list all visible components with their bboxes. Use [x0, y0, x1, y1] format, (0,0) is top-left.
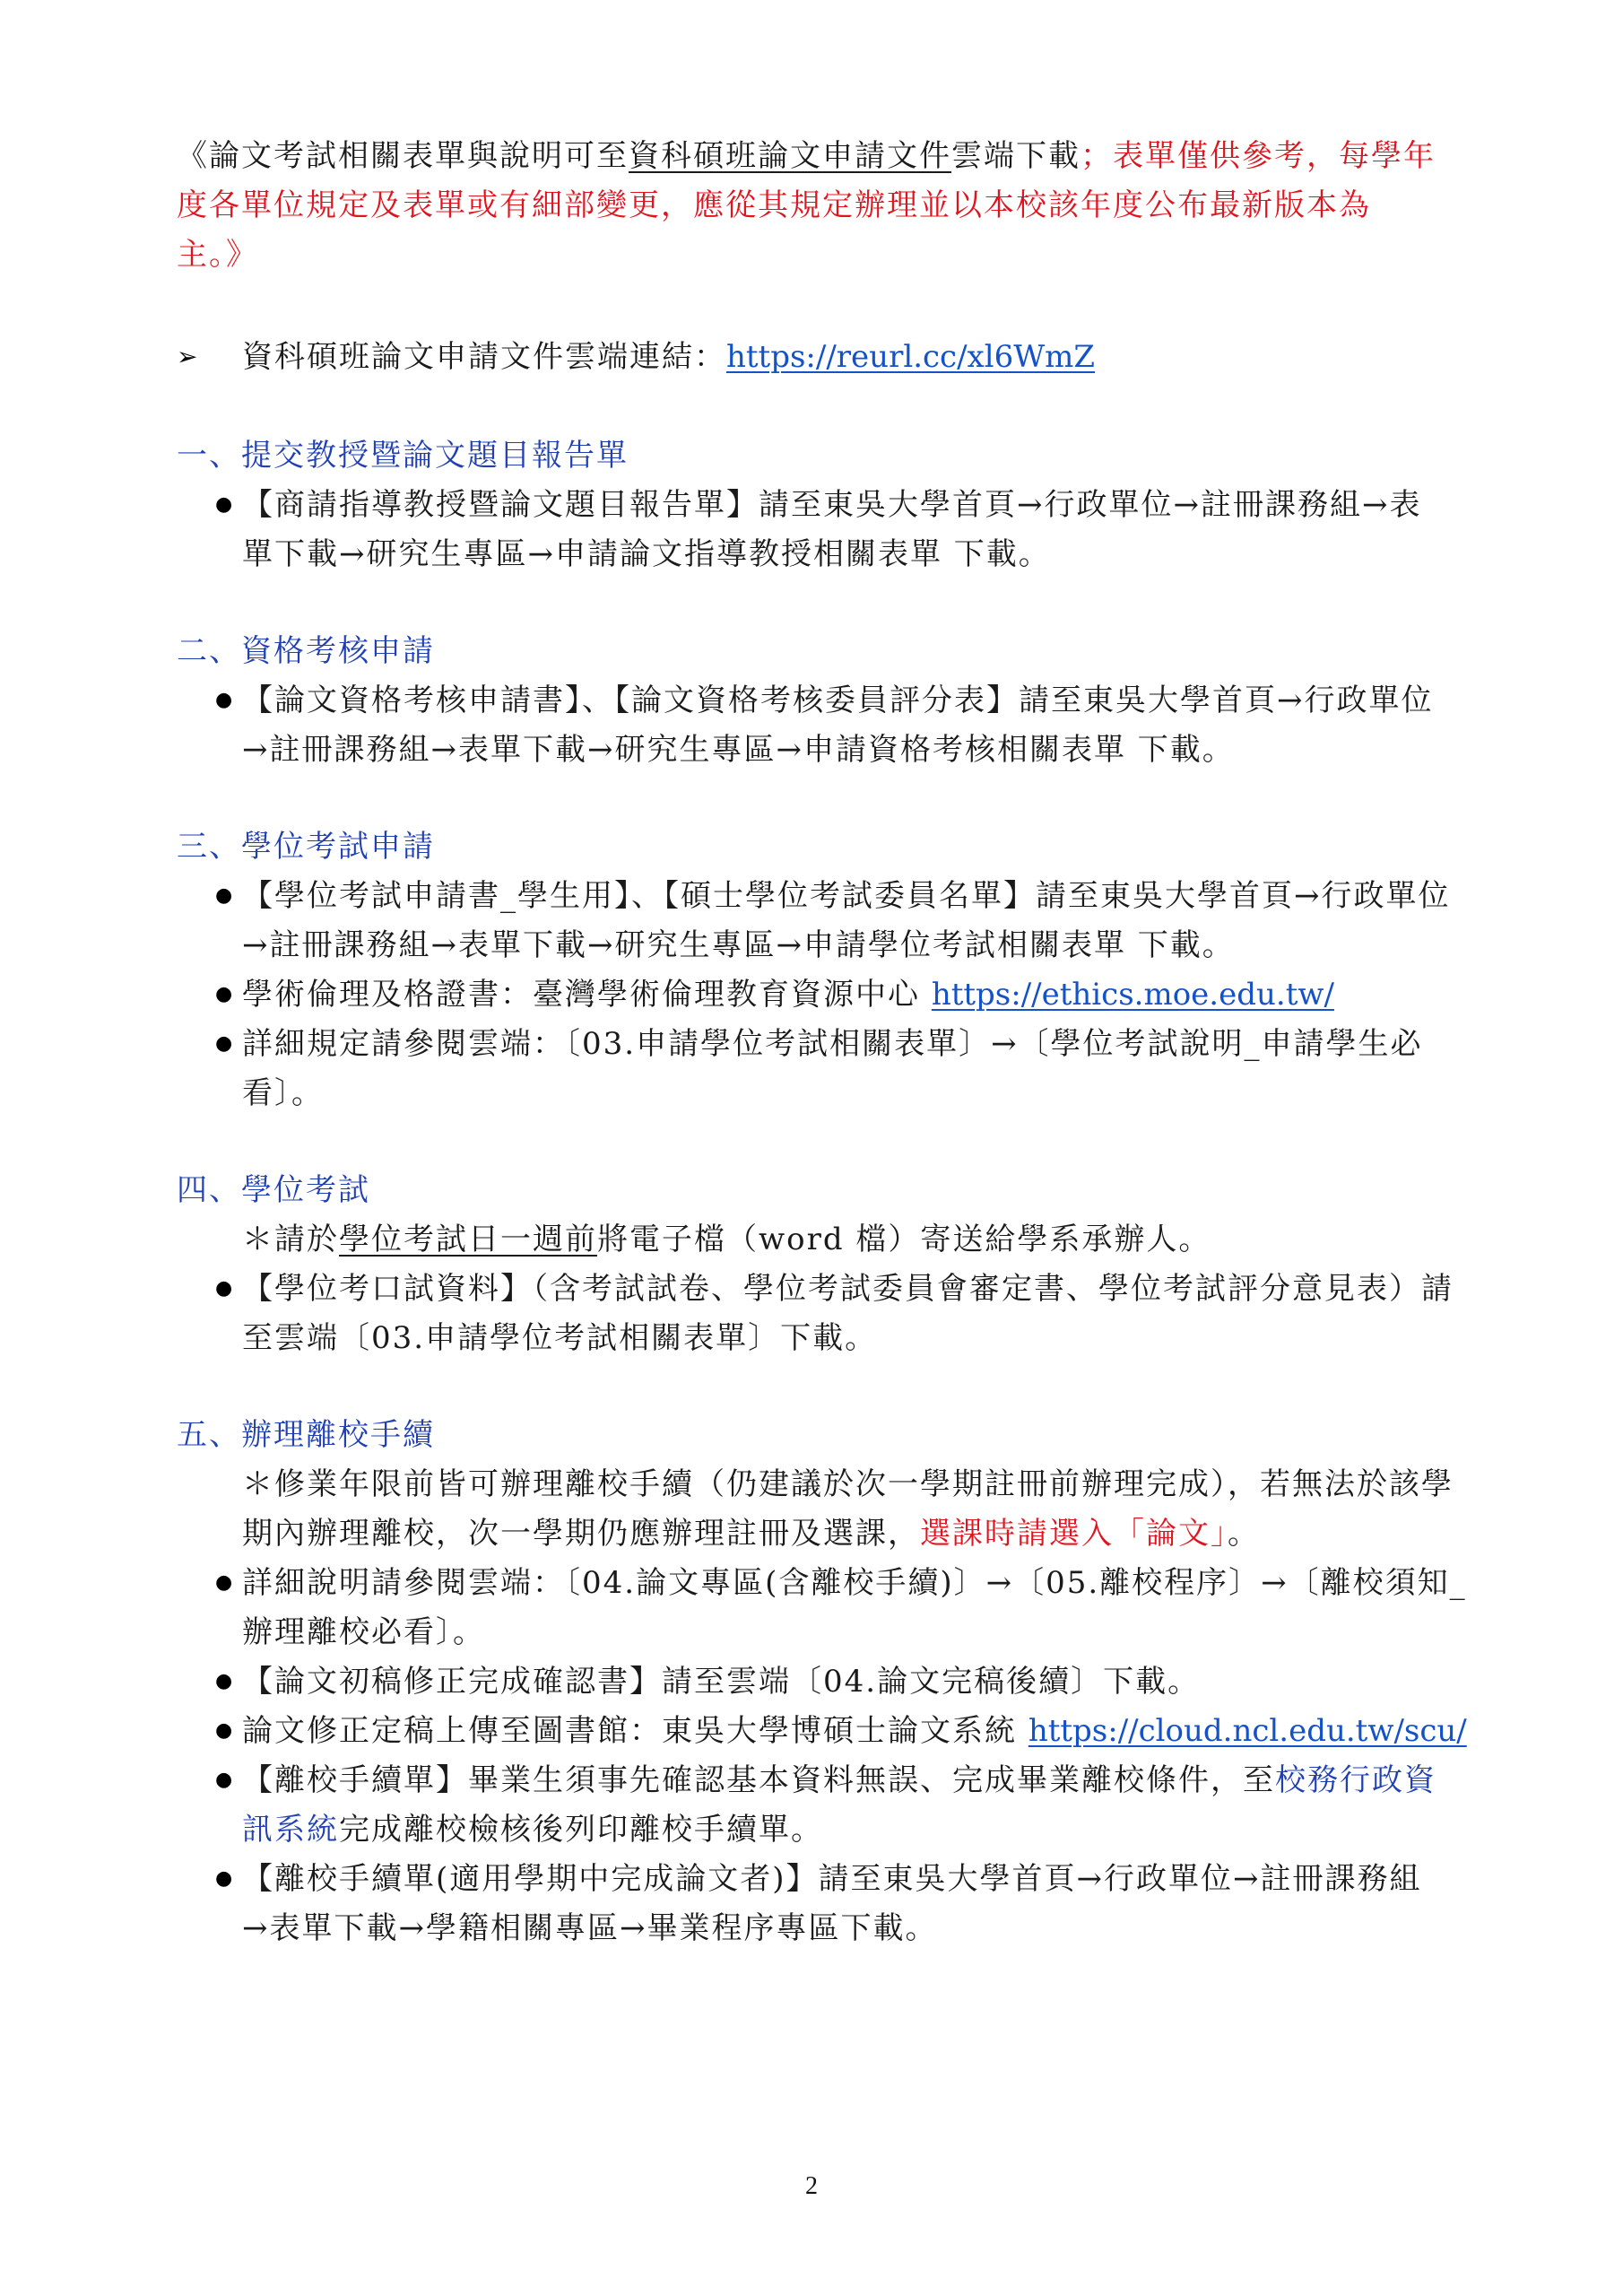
s5-bullet-3: 論文修正定稿上傳至圖書館：東吳大學博碩士論文系統 https://cloud.ncl.edu.tw/scu/	[242, 1713, 1467, 1749]
intro-line-2: 度各單位規定及表單或有細部變更，應從其規定辦理並以本校該年度公布最新版本為	[177, 187, 1371, 223]
arrow-bullet-icon: ➢	[177, 342, 198, 371]
s5-bullet-1-line-1: 詳細說明請參閱雲端：〔04.論文專區(含離校手續)〕→〔05.離校程序〕→〔離校須知_	[242, 1565, 1467, 1601]
section-heading-2: 二、資格考核申請	[177, 633, 435, 669]
bullet-icon: ●	[215, 493, 233, 516]
cloud-link[interactable]: https://reurl.cc/xl6WmZ	[726, 339, 1096, 375]
bullet-icon: ●	[215, 884, 233, 907]
s5-bullet-5-line-1: 【離校手續單(適用學期中完成論文者)】請至東吳大學首頁→行政單位→註冊課務組	[242, 1861, 1422, 1897]
s4-note: ＊請於學位考試日一週前將電子檔（word 檔）寄送給學系承辦人。	[242, 1222, 1211, 1257]
s3-bullet-1-line-2: →註冊課務組→表單下載→研究生專區→申請學位考試相關表單 下載。	[242, 927, 1235, 963]
intro-line-3: 主。》	[177, 237, 258, 273]
section-heading-4: 四、學位考試	[177, 1172, 370, 1208]
page-number: 2	[805, 2172, 818, 2200]
s5-bullet-1-line-2: 辦理離校必看〕。	[242, 1614, 485, 1650]
bullet-icon: ●	[215, 1277, 233, 1300]
intro-line-1: 《論文考試相關表單與說明可至資科碩班論文申請文件雲端下載；表單僅供參考，每學年	[177, 138, 1436, 174]
s5-bullet-4-line-1: 【離校手續單】畢業生須事先確認基本資料無誤、完成畢業離校條件，至校務行政資	[242, 1762, 1436, 1798]
s4-bullet-1-line-2: 至雲端〔03.申請學位考試相關表單〕下載。	[242, 1320, 878, 1356]
bullet-icon: ●	[215, 1719, 233, 1742]
s5-bullet-4-line-2: 訊系統完成離校檢核後列印離校手續單。	[242, 1812, 823, 1848]
s3-bullet-2: 學術倫理及格證書：臺灣學術倫理教育資源中心 https://ethics.moe.edu.tw/	[242, 977, 1334, 1013]
s5-note-line-1: ＊修業年限前皆可辦理離校手續（仍建議於次一學期註冊前辦理完成），若無法於該學	[242, 1466, 1454, 1502]
cloud-link-line: 資科碩班論文申請文件雲端連結：https://reurl.cc/xl6WmZ	[242, 339, 1096, 375]
s1-bullet-1-line-1: 【商請指導教授暨論文題目報告單】請至東吳大學首頁→行政單位→註冊課務組→表	[242, 487, 1422, 523]
section-heading-3: 三、學位考試申請	[177, 829, 435, 865]
ethics-link[interactable]: https://ethics.moe.edu.tw/	[931, 977, 1334, 1013]
s3-bullet-1-line-1: 【學位考試申請書_學生用】、【碩士學位考試委員名單】請至東吳大學首頁→行政單位	[242, 878, 1451, 914]
bullet-icon: ●	[215, 983, 233, 1005]
s4-bullet-1-line-1: 【學位考口試資料】（含考試試卷、學位考試委員會審定書、學位考試評分意見表）請	[242, 1271, 1454, 1307]
s3-bullet-3-line-2: 看〕。	[242, 1075, 324, 1111]
s2-bullet-1-line-1: 【論文資格考核申請書】、【論文資格考核委員評分表】請至東吳大學首頁→行政單位	[242, 683, 1434, 718]
ncl-link[interactable]: https://cloud.ncl.edu.tw/scu/	[1028, 1713, 1467, 1749]
s5-bullet-2: 【論文初稿修正完成確認書】請至雲端〔04.論文完稿後續〕下載。	[242, 1664, 1201, 1700]
s3-bullet-3-line-1: 詳細規定請參閱雲端：〔03.申請學位考試相關表單〕→〔學位考試說明_申請學生必	[242, 1026, 1423, 1062]
s5-bullet-5-line-2: →表單下載→學籍相關專區→畢業程序專區下載。	[242, 1910, 938, 1946]
bullet-icon: ●	[215, 1670, 233, 1692]
s2-bullet-1-line-2: →註冊課務組→表單下載→研究生專區→申請資格考核相關表單 下載。	[242, 732, 1235, 768]
s5-note-line-2: 期內辦理離校，次一學期仍應辦理註冊及選課，選課時請選入「論文」。	[242, 1516, 1260, 1552]
section-heading-1: 一、提交教授暨論文題目報告單	[177, 438, 629, 474]
bullet-icon: ●	[215, 1571, 233, 1594]
bullet-icon: ●	[215, 689, 233, 711]
bullet-icon: ●	[215, 1867, 233, 1890]
section-heading-5: 五、辦理離校手續	[177, 1417, 435, 1453]
admin-system-link[interactable]: 校務行政資	[1275, 1762, 1436, 1798]
bullet-icon: ●	[215, 1032, 233, 1055]
bullet-icon: ●	[215, 1769, 233, 1791]
s1-bullet-1-line-2: 單下載→研究生專區→申請論文指導教授相關表單 下載。	[242, 536, 1051, 572]
intro-folder-link[interactable]: 資科碩班論文申請文件	[629, 138, 951, 174]
